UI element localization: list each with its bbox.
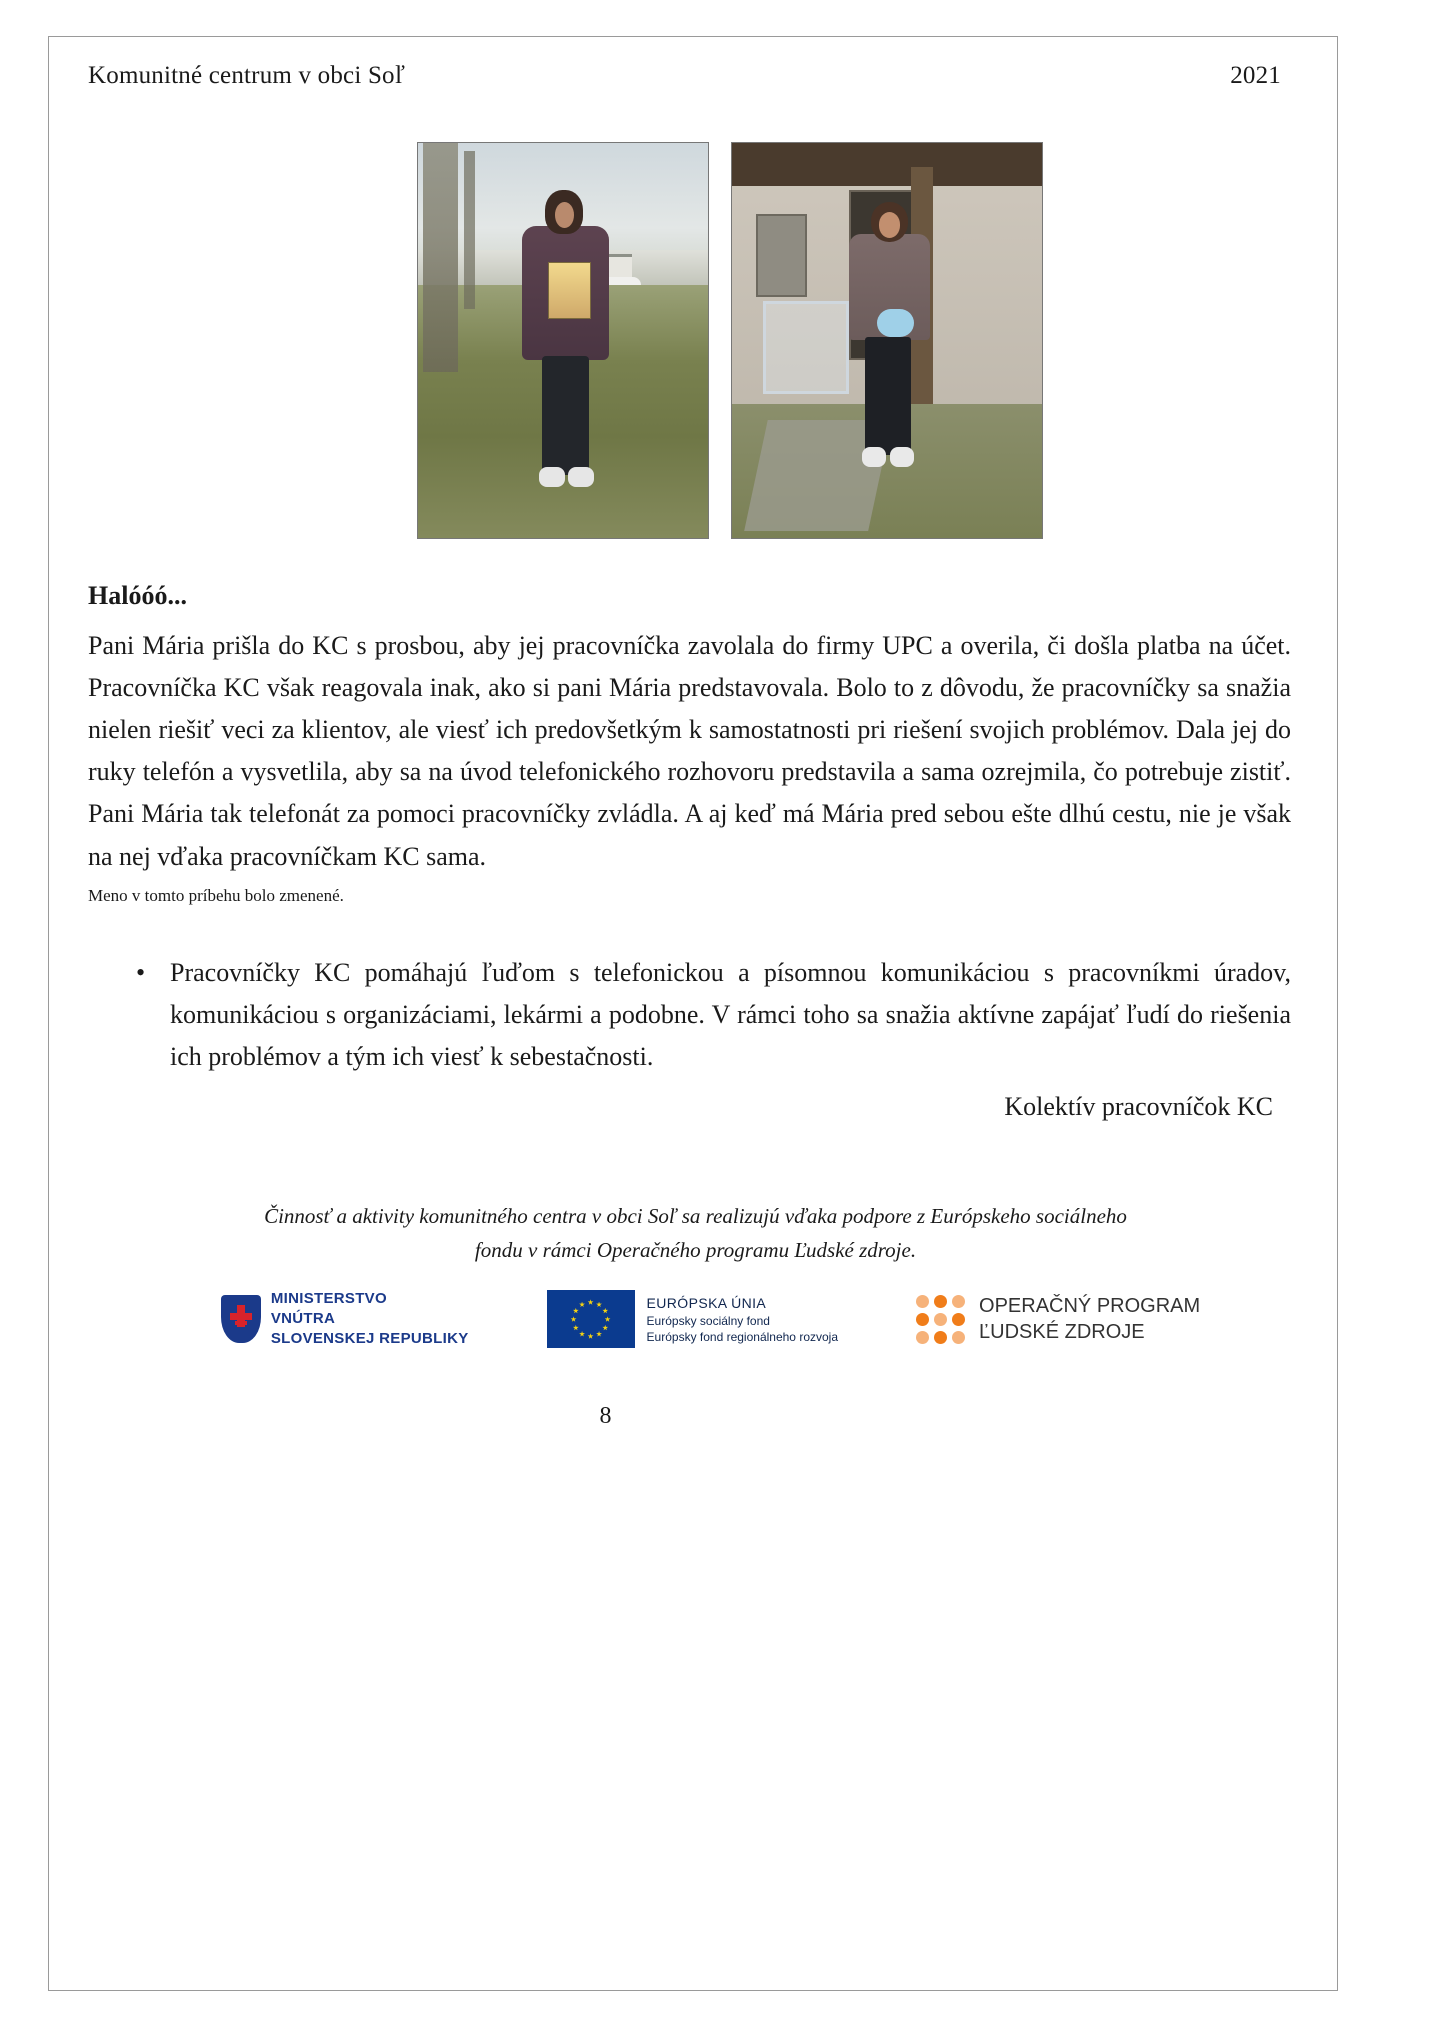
photo-tree [423, 143, 458, 372]
page-header [88, 62, 1303, 90]
operational-programme-logo [916, 1293, 1200, 1345]
photo-person-legs [542, 356, 588, 475]
header-title: Komunitné centrum v obci Soľ [88, 62, 406, 89]
eu-star-icon [588, 1333, 594, 1339]
photo-leaflet [548, 262, 591, 319]
logo-row [88, 1289, 1303, 1349]
story-paragraph: Pani Mária prišla do KC s prosbou, aby jej pracovníčka zavolala do firmy UPC a overila, či došla platba na účet. Pracovníčka KC však reagovala inak, ako si pani Mária predstavovala. Bolo to z dôvodu, že pracovníčky sa snažia nielen riešiť veci za klientov, ale viesť ich predovšetkým k samostatnosti pri riešení svojich problémov. Dala jej do ruky telefón a vysvetlila, aby sa na úvod telefonického rozhovoru predstavila a sama ozrejmila, čo potrebuje zistiť. Pani Mária tak telefonát za pomoci pracovníčky zvládla. A aj keď má Mária pred sebou ešte dlhú cestu, nie je však na nej vďaka pracovníčkam KC sama. [88, 631, 1291, 871]
bullet-marker: • [136, 957, 146, 987]
photo-person-face [555, 202, 574, 228]
ministry-logo [221, 1289, 469, 1349]
slovak-double-cross-shield-icon [221, 1295, 261, 1343]
photo-window [756, 214, 807, 297]
photo-person-shoe-right [568, 467, 594, 487]
story-heading: Halóóó... [88, 581, 187, 610]
eu-star-icon [573, 1325, 579, 1331]
eu-subtitle-2: Európsky fond regionálneho rozvoja [646, 1329, 839, 1344]
ministry-logo-text [271, 1289, 469, 1349]
funding-statement [88, 1200, 1303, 1267]
story-note: Meno v tomto príbehu bolo zmenené. [88, 885, 344, 905]
eu-star-icon [602, 1308, 608, 1314]
eu-logo [547, 1290, 838, 1348]
page-content [88, 62, 1303, 1967]
eu-flag-icon [547, 1290, 635, 1348]
eu-star-icon [596, 1331, 602, 1337]
op-logo-text [979, 1293, 1200, 1345]
ministry-line-1: MINISTERSTVO [270, 1290, 387, 1308]
eu-star-icon [605, 1316, 611, 1322]
ministry-line-3: SLOVENSKEJ REPUBLIKY [270, 1330, 469, 1348]
photo-tree-thin [464, 151, 476, 309]
signature: Kolektív pracovníčok KC [1004, 1091, 1273, 1121]
photo-woman-at-house [731, 142, 1043, 539]
photo-person-legs [865, 337, 912, 456]
funding-line-2: fondu v rámci Operačného programu Ľudské zdroje. [474, 1237, 917, 1262]
photo-person-shoe-left [539, 467, 565, 487]
header-year: 2021 [1230, 62, 1281, 89]
bullet-item [88, 952, 1303, 1078]
eu-star-icon [579, 1302, 585, 1308]
eu-subtitle-1: Európsky sociálny fond [646, 1313, 770, 1328]
page-number: 8 [599, 1403, 612, 1430]
eu-title: EURÓPSKA ÚNIA [646, 1294, 767, 1311]
op-line-2: ĽUDSKÉ ZDROJE [979, 1321, 1145, 1344]
photo-person-face [879, 212, 901, 238]
photo-face-mask [877, 309, 914, 337]
photo-drying-rack [763, 301, 850, 394]
op-dots-icon [916, 1295, 965, 1344]
eu-star-icon [588, 1299, 594, 1305]
photo-person-shoe-left [862, 447, 887, 467]
eu-star-icon [579, 1331, 585, 1337]
op-line-1: OPERAČNÝ PROGRAM [979, 1295, 1201, 1318]
photo-person-shoe-right [890, 447, 915, 467]
eu-star-icon [571, 1316, 577, 1322]
ministry-line-2: VNÚTRA [270, 1310, 336, 1328]
photo-roof [732, 143, 1042, 186]
bullet-text: Pracovníčky KC pomáhajú ľuďom s telefonickou a písomnou komunikáciou s pracovníkmi úradov, komunikáciou s organizáciami, lekármi a podobne. V rámci toho sa snažia aktívne zapájať ľudí do riešenia ich problémov a tým ich viesť k sebestačnosti. [170, 957, 1291, 1071]
eu-star-icon [602, 1325, 608, 1331]
funding-line-1: Činnosť a aktivity komunitného centra v obci Soľ sa realizujú vďaka podpore z Európskeho sociálneho [264, 1203, 1127, 1228]
photo-woman-with-leaflet [417, 142, 709, 539]
photo-row [88, 142, 1303, 539]
eu-logo-text [647, 1294, 838, 1345]
eu-star-icon [573, 1308, 579, 1314]
eu-star-icon [596, 1302, 602, 1308]
